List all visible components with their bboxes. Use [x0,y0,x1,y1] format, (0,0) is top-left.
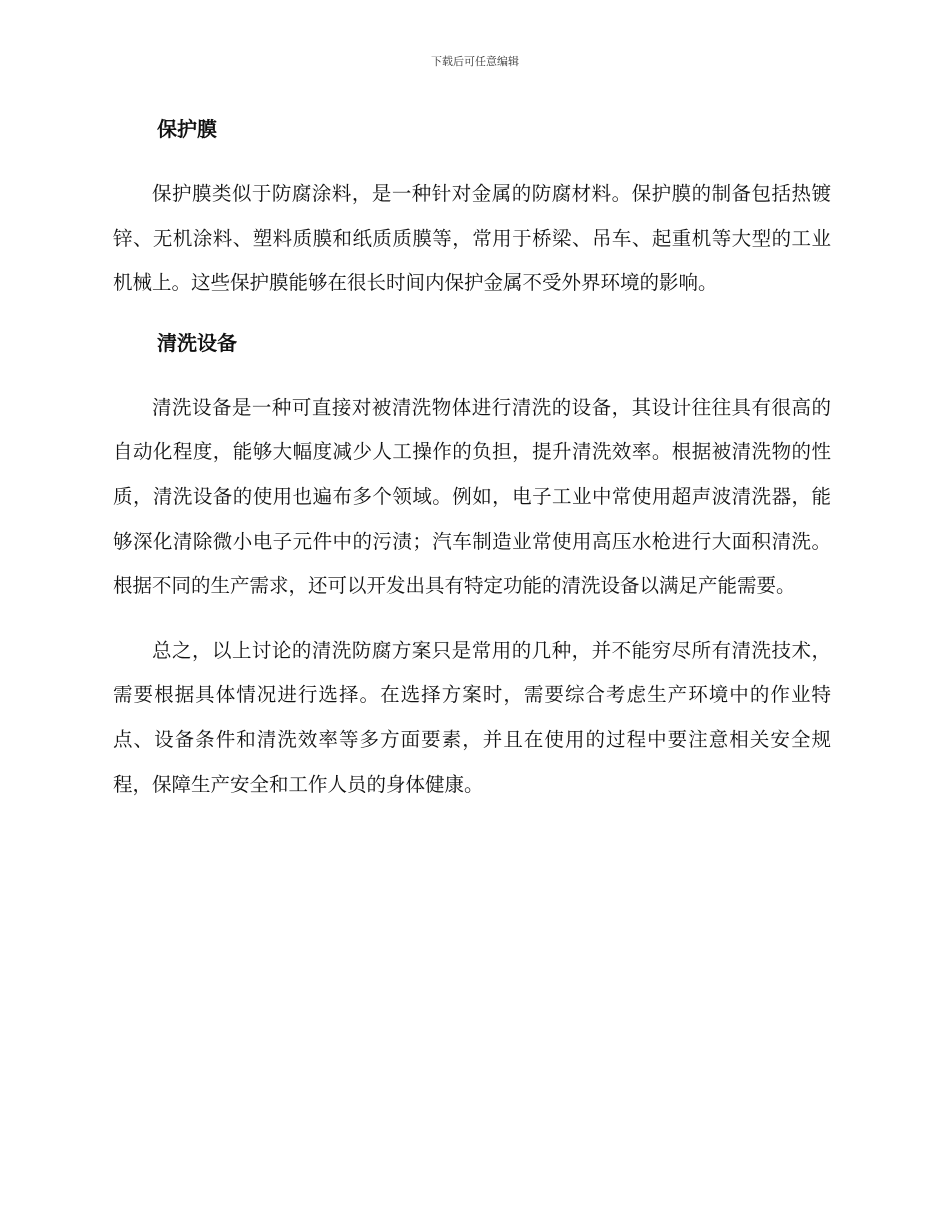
document-body [113,114,831,807]
section-heading-protective-film: 保护膜 [157,117,217,141]
section-paragraph-cleaning-equipment: 清洗设备是一种可直接对被清洗物体进行清洗的设备，其设计往往具有很高的自动化程度，能够大幅度减少人工操作的负担，提升清洗效率。根据被清洗物的性质，清洗设备的使用也遍布多个领域。例如，电子工业中常使用超声波清洗器，能够深化清除微小电子元件中的污渍；汽车制造业常使用高压水枪进行大面积清洗。根据不同的生产需求，还可以开发出具有特定功能的清洗设备以满足产能需要。 [113,395,831,598]
page-header-note: 下载后可任意编辑 [431,55,519,68]
section-heading-cleaning-equipment: 清洗设备 [157,330,237,355]
conclusion-paragraph: 总之，以上讨论的清洗防腐方案只是常用的几种，并不能穷尽所有清洗技术，需要根据具体情况进行选择。在选择方案时，需要综合考虑生产环境中的作业特点、设备条件和清洗效率等多方面要素，并且在使用的过程中要注意相关安全规程，保障生产安全和工作人员的身体健康。 [113,638,831,796]
section-paragraph-protective-film: 保护膜类似于防腐涂料，是一种针对金属的防腐材料。保护膜的制备包括热镀锌、无机涂料、塑料质膜和纸质质膜等，常用于桥梁、吊车、起重机等大型的工业机械上。这些保护膜能够在很长时间内保护金属不受外界环境的影响。 [113,182,831,295]
